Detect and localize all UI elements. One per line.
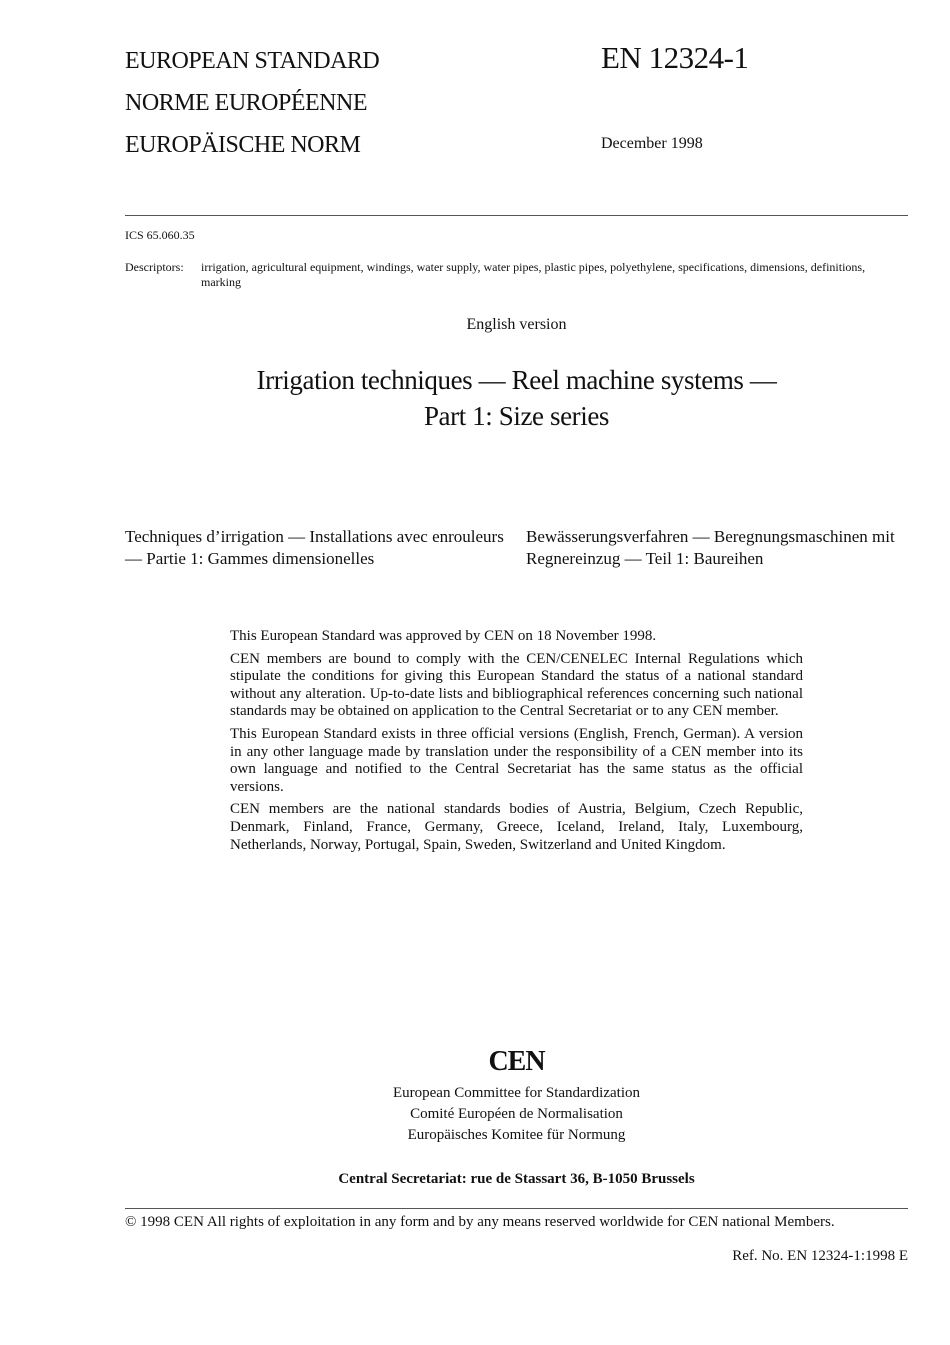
versions-paragraph: This European Standard exists in three official versions (English, French, German). A version in any other language made by translation under the responsibility of a CEN member into its own language and notified to the Central Secretariat has the same status as the official versions.: [230, 725, 803, 795]
approval-notes: [230, 628, 803, 859]
descriptors-label: Descriptors:: [125, 260, 184, 274]
descriptors: [125, 260, 908, 290]
cen-name-en: European Committee for Standardization: [392, 1085, 640, 1101]
cen-name-fr: Comité Européen de Normalisation: [410, 1106, 623, 1122]
central-secretariat: Central Secretariat: rue de Stassart 36, B-1050 Brussels: [338, 1171, 695, 1187]
reference-number: Ref. No. EN 12324-1:1998 E: [732, 1248, 908, 1264]
footer-divider: [125, 1208, 908, 1209]
descriptors-text: irrigation, agricultural equipment, windings, water supply, water pipes, plastic pipes, polyethylene, specifications, dimensions, definitions, marking: [201, 260, 866, 289]
german-title: Bewässerungsverfahren — Beregnungsmaschinen mit Regnereinzug — Teil 1: Baureihen: [526, 527, 895, 568]
cen-logo: CEN: [488, 1046, 545, 1077]
cen-name-de: Europäisches Komitee für Normung: [407, 1127, 626, 1143]
header-divider: [125, 215, 908, 216]
standard-number: EN 12324-1: [601, 40, 749, 75]
document-title: [0, 362, 950, 434]
title-line-2: Part 1: Size series: [423, 401, 610, 431]
version-label: English version: [466, 316, 567, 333]
copyright-notice: © 1998 CEN All rights of exploitation in any form and by any means reserved worldwide for CEN national Members.: [125, 1214, 835, 1230]
ics-code: ICS 65.060.35: [125, 228, 195, 242]
french-title: Techniques d’irrigation — Installations avec enrouleurs — Partie 1: Gammes dimensionelles: [125, 527, 504, 568]
standard-title-de: EUROPÄISCHE NORM: [125, 132, 361, 158]
approval-paragraph: This European Standard was approved by CEN on 18 November 1998.: [230, 628, 657, 644]
title-line-1: Irrigation techniques — Reel machine systems —: [256, 365, 777, 395]
compliance-paragraph: CEN members are bound to comply with the CEN/CENELEC Internal Regulations which stipulate the conditions for giving this European Standard the status of a national standard without any alteration. Up-to-date lists and bibliographical references concerning such national standards may be obtained on application to the Central Secretariat or to any CEN member.: [230, 650, 803, 720]
standard-title-en: EUROPEAN STANDARD: [125, 48, 380, 74]
cen-names: [0, 1083, 950, 1146]
publication-date: December 1998: [601, 135, 703, 152]
standard-title-fr: NORME EUROPÉENNE: [125, 90, 367, 116]
members-paragraph: CEN members are the national standards bodies of Austria, Belgium, Czech Republic, Denmark, Finland, France, Germany, Greece, Iceland, Ireland, Italy, Luxembourg, Netherlands, Norway, Portugal, Spain, Sweden, Switzerland and United Kingdom.: [230, 801, 803, 853]
